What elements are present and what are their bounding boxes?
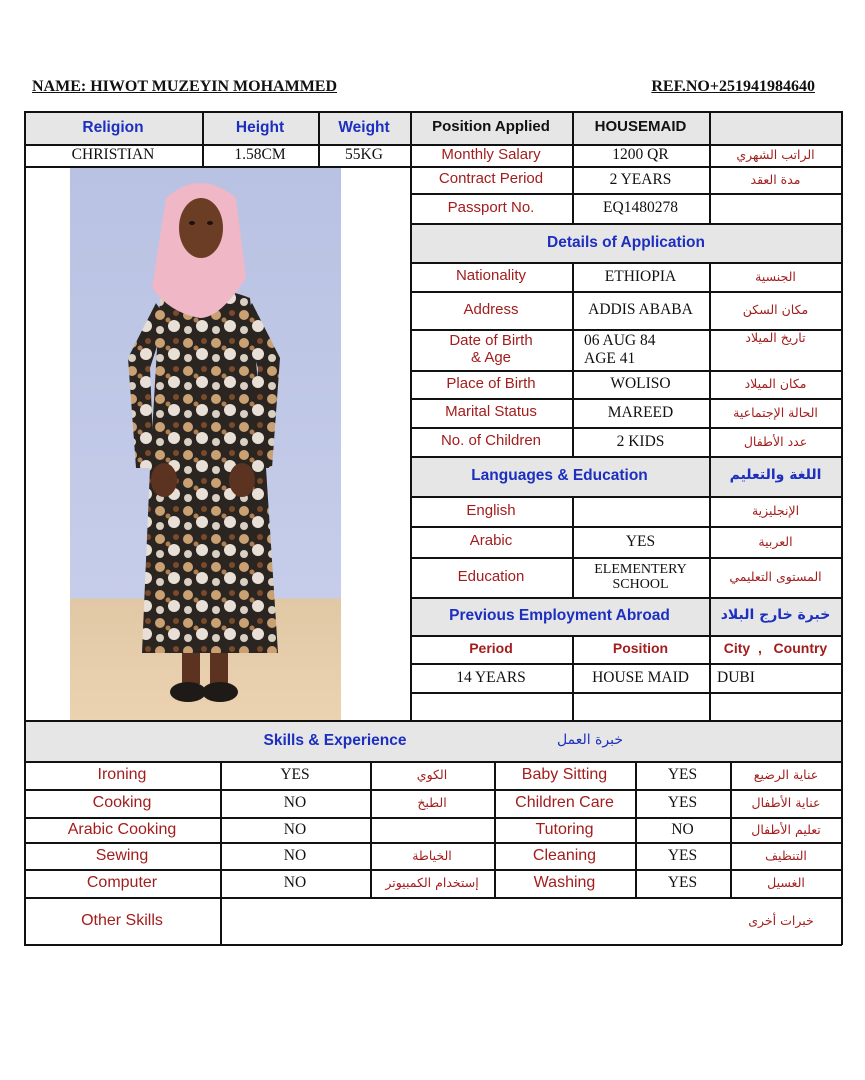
employment-title-arabic: خبرة خارج البلاد <box>709 597 842 635</box>
grid-line <box>24 720 842 722</box>
dob-value <box>572 329 709 370</box>
reference-number: REF.NO+251941984640 <box>651 78 815 95</box>
children-arabic: عدد الأطفال <box>743 433 808 449</box>
grid-line <box>410 223 842 225</box>
dob-date: 06 AUG 84 <box>584 332 656 350</box>
arabic-label: Arabic <box>469 532 513 550</box>
address-label: Address <box>463 300 519 318</box>
education-value-line1: ELEMENTERY <box>594 561 687 577</box>
skill-left-value: NO <box>283 794 307 812</box>
skill-left-label: Cooking <box>92 794 152 812</box>
skill-left-label: Ironing <box>97 766 147 784</box>
grid-line <box>709 456 711 496</box>
grid-line <box>494 761 496 897</box>
grid-line <box>410 291 842 293</box>
english-arabic: الإنجليزية <box>751 503 800 519</box>
grid-line <box>572 262 574 456</box>
nationality-arabic: الجنسية <box>755 268 796 284</box>
children-value: 2 KIDS <box>616 432 665 450</box>
education-value <box>572 557 709 597</box>
grid-line <box>410 496 842 498</box>
grid-line <box>410 166 842 168</box>
arabic-value: YES <box>625 532 656 550</box>
skill-left-label: Computer <box>86 874 158 892</box>
english-value <box>572 496 709 526</box>
grid-line <box>24 761 842 763</box>
skill-left-label: Sewing <box>95 846 149 864</box>
grid-line <box>410 597 842 599</box>
grid-line <box>24 111 842 113</box>
grid-line <box>24 869 842 871</box>
grid-line <box>410 456 842 458</box>
skill-right-label: Cleaning <box>532 846 597 864</box>
grid-line <box>24 817 842 819</box>
education-label: Education <box>457 567 525 585</box>
skill-right-arabic: تعليم الأطفال <box>751 821 821 837</box>
skill-right-value: YES <box>667 874 698 892</box>
grid-line <box>410 262 842 264</box>
skill-left-arabic <box>370 817 494 842</box>
education-value-line2: SCHOOL <box>612 577 669 592</box>
monthly-salary-label: Monthly Salary <box>441 145 541 163</box>
children-label: No. of Children <box>440 432 542 450</box>
skill-right-label: Children Care <box>515 794 614 812</box>
skill-right-arabic: التنظيف <box>765 847 807 863</box>
grid-line <box>370 761 372 897</box>
skill-right-label: Tutoring <box>535 820 594 838</box>
dob-arabic: تاريخ الميلاد <box>745 330 806 345</box>
grid-line <box>24 789 842 791</box>
address-value: ADDIS ABABA <box>588 301 693 319</box>
skill-right-arabic: عناية الرضيع <box>753 767 819 783</box>
employment-title: Previous Employment Abroad <box>410 597 709 635</box>
grid-line <box>24 944 842 946</box>
age-value: AGE 41 <box>584 349 636 367</box>
other-skills-label: Other Skills <box>81 911 163 929</box>
skill-right-value: YES <box>667 766 698 784</box>
grid-line <box>709 635 711 720</box>
height-value: 1.58CM <box>234 146 286 164</box>
employment-period: 14 YEARS <box>456 668 526 686</box>
grid-line <box>410 111 412 720</box>
grid-line <box>410 526 842 528</box>
birthplace-value: WOLISO <box>610 375 671 393</box>
skill-left-value: NO <box>283 846 307 864</box>
details-title: Details of Application <box>410 223 842 262</box>
dob-label-line2: & Age <box>470 348 512 366</box>
skill-right-arabic: عناية الأطفال <box>751 795 821 811</box>
passport-value: EQ1480278 <box>603 199 678 217</box>
marital-label: Marital Status <box>445 403 537 421</box>
skills-title: Skills & Experience <box>263 731 407 749</box>
grid-line <box>24 842 842 844</box>
position-applied-label: Position Applied <box>410 111 572 144</box>
skill-left-value: NO <box>283 820 307 838</box>
skill-right-value: YES <box>667 794 698 812</box>
english-label: English <box>466 501 516 519</box>
grid-line <box>709 262 711 456</box>
city-col-header: City , Country <box>723 640 828 657</box>
monthly-salary-value: 1200 QR <box>612 146 669 164</box>
height-label: Height <box>202 111 318 144</box>
grid-line <box>410 398 842 400</box>
birthplace-arabic: مكان الميلاد <box>744 376 807 392</box>
grid-line <box>410 635 842 637</box>
grid-line <box>572 635 574 720</box>
applicant-photo <box>70 168 341 720</box>
grid-line <box>220 761 222 944</box>
grid-line <box>410 692 842 694</box>
address-arabic: مكان السكن <box>742 302 809 318</box>
languages-title: Languages & Education <box>410 456 709 496</box>
employment-position: HOUSE MAID <box>592 668 689 686</box>
education-arabic: المستوى التعليمي <box>729 569 822 585</box>
skill-right-label: Baby Sitting <box>521 766 608 784</box>
dob-label <box>410 329 572 370</box>
grid-line <box>410 427 842 429</box>
skill-left-arabic: إستخدام الكمبيوتر <box>385 875 479 891</box>
grid-line <box>709 597 711 635</box>
grid-line <box>410 329 842 331</box>
marital-value: MAREED <box>607 403 674 421</box>
skills-title-arabic: خبرة العمل <box>557 731 623 748</box>
grid-line <box>410 370 842 372</box>
religion-value: CHRISTIAN <box>71 146 155 164</box>
grid-line <box>24 897 842 899</box>
skill-right-label: Washing <box>533 874 596 892</box>
grid-line <box>410 193 842 195</box>
marital-arabic: الحالة الإجتماعية <box>733 404 818 420</box>
skill-left-value: NO <box>283 874 307 892</box>
passport-label: Passport No. <box>447 198 535 216</box>
religion-label: Religion <box>24 111 202 144</box>
grid-line <box>410 557 842 559</box>
period-col-header: Period <box>469 640 513 657</box>
skill-left-arabic: الطبخ <box>417 795 447 811</box>
skill-left-label: Arabic Cooking <box>67 820 177 838</box>
grid-line <box>24 144 842 146</box>
grid-line <box>841 111 843 945</box>
applicant-figure <box>70 168 341 720</box>
grid-line <box>730 761 732 897</box>
skill-left-value: YES <box>280 766 310 784</box>
skill-left-arabic: الكوي <box>416 767 448 783</box>
monthly-salary-arabic: الراتب الشهري <box>736 147 815 163</box>
grid-line <box>318 111 320 166</box>
birthplace-label: Place of Birth <box>446 374 536 392</box>
nationality-label: Nationality <box>455 267 527 285</box>
grid-line <box>709 496 711 597</box>
other-skills-arabic: خبرات أخرى <box>748 912 814 928</box>
contract-period-arabic: مدة العقد <box>750 171 801 187</box>
nationality-value: ETHIOPIA <box>604 267 677 285</box>
weight-label: Weight <box>318 111 410 144</box>
grid-line <box>24 166 410 168</box>
skill-left-arabic: الخياطة <box>412 847 452 863</box>
passport-arabic <box>709 193 842 223</box>
dob-label-line1: Date of Birth <box>449 332 533 349</box>
applicant-name: NAME: HIWOT MUZEYIN MOHAMMED <box>32 78 338 95</box>
skill-right-value: YES <box>667 846 698 864</box>
grid-line <box>24 111 26 945</box>
grid-line <box>572 496 574 597</box>
weight-value: 55KG <box>345 146 383 164</box>
languages-title-arabic: اللغة والتعليم <box>709 456 842 496</box>
arabic-arabic: العربية <box>758 533 793 549</box>
position-col-header: Position <box>612 640 669 657</box>
skill-right-arabic: الغسيل <box>767 875 805 891</box>
top-header-row <box>24 111 842 144</box>
grid-line <box>410 663 842 665</box>
contract-period-label: Contract Period <box>438 170 544 188</box>
grid-line <box>202 111 204 166</box>
skill-right-value: NO <box>671 820 694 838</box>
header-blank-cell <box>709 111 842 144</box>
position-applied-value: HOUSEMAID <box>572 111 709 144</box>
contract-period-value: 2 YEARS <box>609 170 672 188</box>
grid-line <box>635 761 637 897</box>
employment-city: DUBI <box>717 668 755 686</box>
